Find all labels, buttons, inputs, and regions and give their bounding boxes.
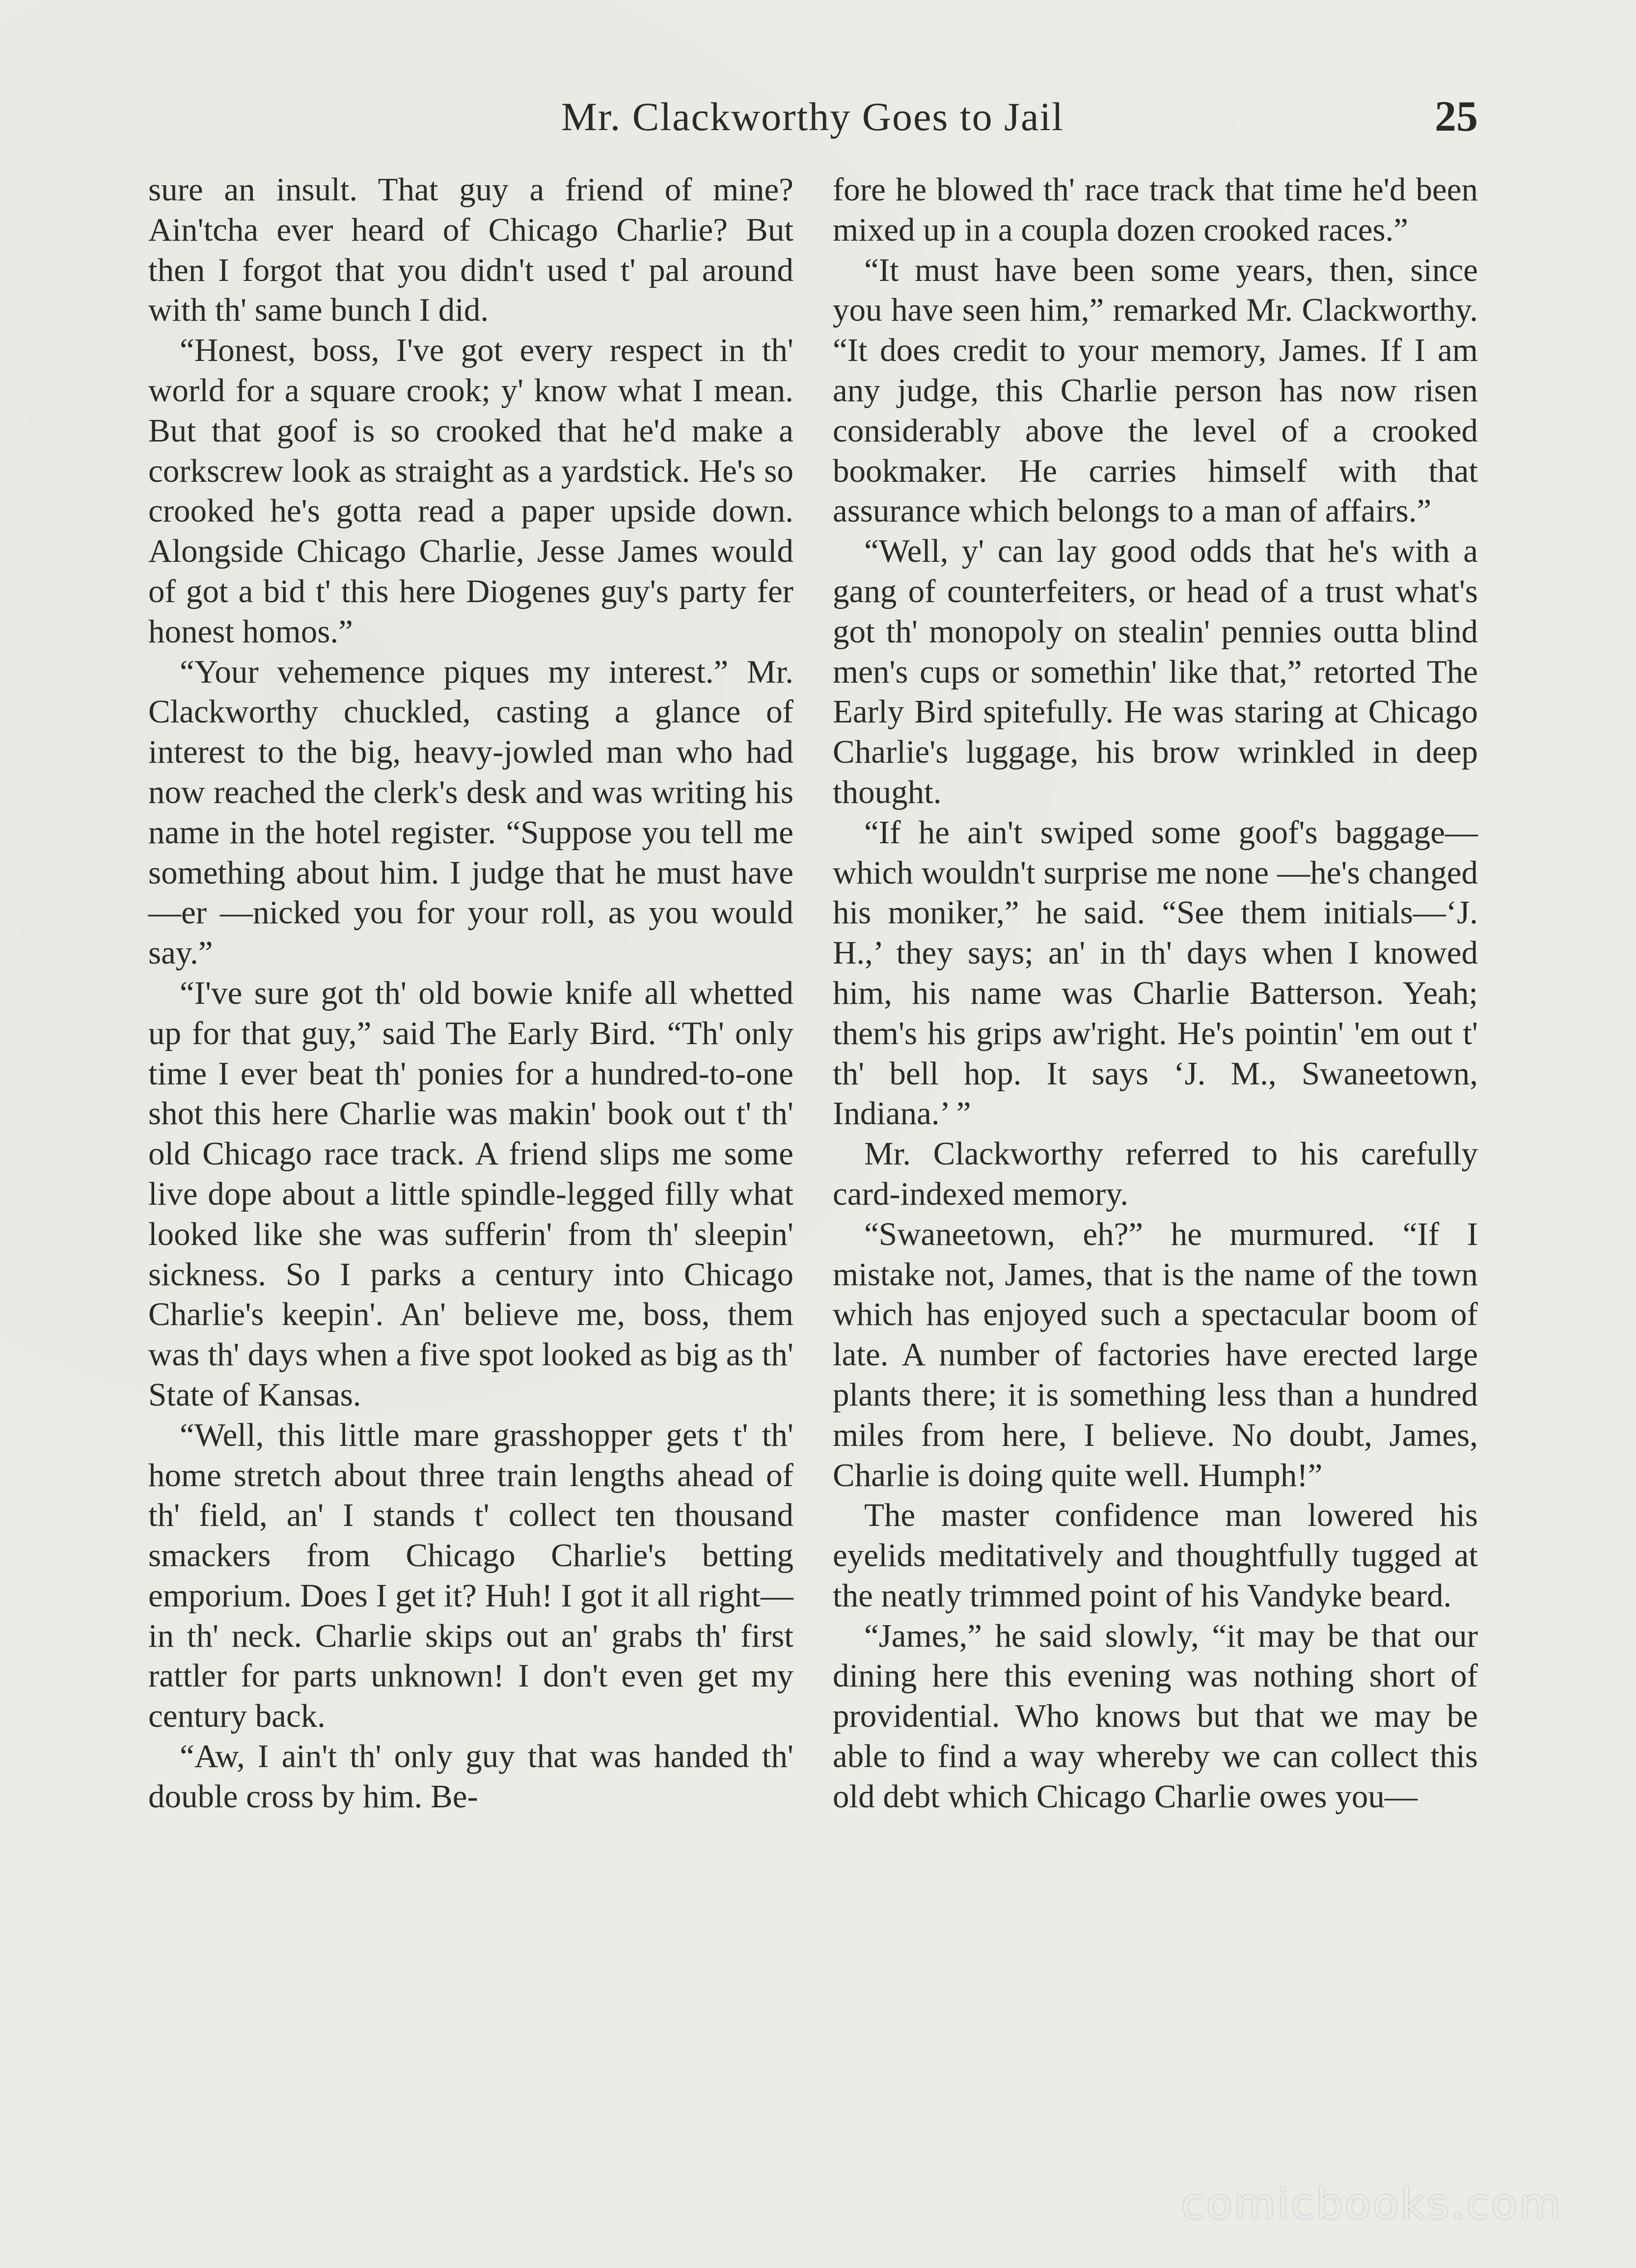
paragraph: “Well, y' can lay good odds that he's with a gang of counterfeiters, or head of a trust what's got th' monopoly on stealin' pennies outta blind men's cups or somethin' like that,” retorted The Early Bird spitefully. He was staring at Chicago Charlie's luggage, his brow wrinkled in deep thought. [833,533,1478,810]
paragraph: “James,” he said slowly, “it may be that our dining here this evening was nothing short of providential. Who knows but that we may be able to find a way whereby we can collect this old debt which Chicago Charlie owes you— [833,1617,1478,1815]
paragraph: sure an insult. That guy a friend of mine? Ain'tcha ever heard of Chicago Charlie? But then I forgot that you didn't used t' pal around with th' same bunch I did. [148,171,793,329]
paragraph: “Your vehemence piques my interest.” Mr. Clackworthy chuckled, casting a glance of interest to the big, heavy-jowled man who had now reached the clerk's desk and was writing his name in the hotel register. “Suppose you tell me something about him. I judge that he must have—er —nicked you for your roll, as you would say.” [148,653,793,971]
paragraph: “Well, this little mare grasshopper gets t' th' home stretch about three train lengths ahead of th' field, an' I stands t' collect ten thousand smackers from Chicago Charlie's betting emporium. Does I get it? Huh! I got it all right—in th' neck. Charlie skips out an' grabs th' first rattler for parts unknown! I don't even get my century back. [148,1416,793,1735]
site-watermark: comicbooks.com [1181,2180,1562,2229]
right-column [833,170,1478,1817]
page-header [147,87,1478,146]
paragraph: “I've sure got th' old bowie knife all whetted up for that guy,” said The Early Bird. “Th' only time I ever beat th' ponies for a hundred-to-one shot this here Charlie was makin' book out t' th' old Chicago race track. A friend slips me some live dope about a little spindle-legged filly what looked like she was sufferin' from th' sleepin' sickness. So I parks a century into Chicago Charlie's keepin'. An' believe me, boss, them was th' days when a five spot looked as big as th' State of Kansas. [148,974,793,1413]
paragraph: fore he blowed th' race track that time he'd been mixed up in a coupla dozen crooked races.” [833,171,1478,248]
paragraph: “It must have been some years, then, since you have seen him,” remarked Mr. Clackworthy. “It does credit to your memory, James. If I am any judge, this Charlie person has now risen considerably above the level of a crooked bookmaker. He carries himself with that assurance which belongs to a man of affairs.” [833,251,1478,529]
paragraph: The master confidence man lowered his eyelids meditatively and thoughtfully tugged at the neatly trimmed point of his Vandyke beard. [833,1497,1478,1614]
left-column [148,170,793,1817]
paragraph: “Swaneetown, eh?” he murmured. “If I mistake not, James, that is the name of the town which has enjoyed such a spectacular boom of late. A number of factories have erected large plants there; it is something less than a hundred miles from here, I believe. No doubt, James, Charlie is doing quite well. Humph!” [833,1216,1478,1494]
paragraph: Mr. Clackworthy referred to his carefully card-indexed memory. [833,1135,1478,1212]
running-title: Mr. Clackworthy Goes to Jail [561,94,1064,139]
paragraph: “Aw, I ain't th' only guy that was handed th' double cross by him. Be- [148,1738,793,1815]
paragraph: “Honest, boss, I've got every respect in th' world for a square crook; y' know what I mean. But that goof is so crooked that he'd make a corkscrew look as straight as a yardstick. He's so crooked he's gotta read a paper upside down. Alongside Chicago Charlie, Jesse James would of got a bid t' this here Diogenes guy's party fer honest homos.” [148,332,793,650]
page-number: 25 [1435,93,1478,140]
paragraph: “If he ain't swiped some goof's baggage—which wouldn't surprise me none —he's changed his moniker,” he said. “See them initials—‘J. H.,’ they says; an' in th' days when I knowed him, his name was Charlie Batterson. Yeah; them's his grips aw'right. He's pointin' 'em out t' th' bell hop. It says ‘J. M., Swaneetown, Indiana.’ ” [833,814,1478,1132]
